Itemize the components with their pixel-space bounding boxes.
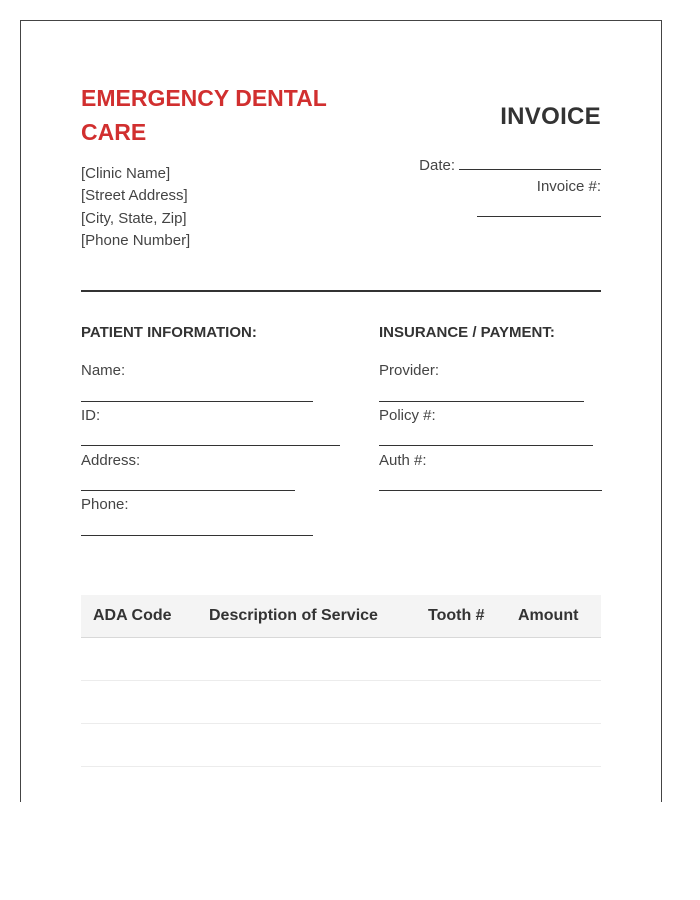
patient-id-label: ID: [81, 407, 101, 424]
date-field [419, 155, 601, 174]
clinic-address-block [81, 163, 190, 252]
clinic-title: EMERGENCY DENTAL CARE [81, 85, 327, 145]
column-description: Description of Service [209, 607, 378, 624]
table-row[interactable] [81, 723, 601, 724]
insurance-auth-label: Auth #: [379, 452, 427, 469]
invoice-title: INVOICE [500, 103, 601, 130]
insurance-provider-label: Provider: [379, 362, 440, 379]
insurance-provider-input-line[interactable] [379, 401, 584, 402]
patient-phone-input-line[interactable] [81, 535, 313, 536]
invoice-number-input-line[interactable] [477, 216, 601, 217]
column-amount: Amount [518, 607, 579, 624]
patient-info-heading: PATIENT INFORMATION: [81, 324, 257, 341]
column-tooth-number: Tooth # [428, 607, 485, 624]
patient-id-input-line[interactable] [81, 445, 340, 446]
date-input-line[interactable] [459, 155, 601, 170]
invoice-page [20, 20, 662, 802]
insurance-policy-label: Policy #: [379, 407, 436, 424]
invoice-content [81, 21, 601, 802]
invoice-number-label: Invoice #: [536, 178, 601, 195]
patient-address-input-line[interactable] [81, 490, 295, 491]
clinic-phone-line: [Phone Number] [81, 231, 191, 249]
table-row[interactable] [81, 766, 601, 767]
date-label: Date: [419, 157, 455, 174]
clinic-street-line: [Street Address] [81, 187, 188, 205]
table-row[interactable] [81, 680, 601, 681]
clinic-city-line: [City, State, Zip] [81, 209, 187, 227]
insurance-auth-input-line[interactable] [379, 490, 602, 491]
patient-name-label: Name: [81, 362, 126, 379]
patient-phone-label: Phone: [81, 496, 129, 513]
services-table-header [81, 595, 601, 638]
patient-address-label: Address: [81, 452, 141, 469]
insurance-policy-input-line[interactable] [379, 445, 593, 446]
patient-name-input-line[interactable] [81, 401, 313, 402]
insurance-heading: INSURANCE / PAYMENT: [379, 324, 555, 341]
column-ada-code: ADA Code [93, 607, 172, 624]
header-divider [81, 290, 601, 292]
clinic-name-line: [Clinic Name] [81, 165, 171, 182]
